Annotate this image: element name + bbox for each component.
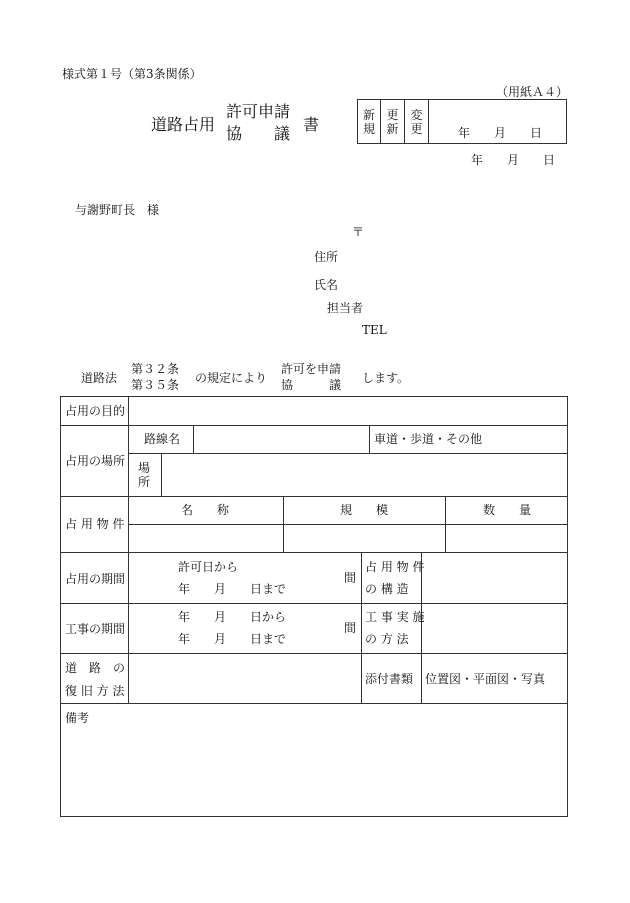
statement-law: 道路法 [81,371,118,385]
occupancy-period-label: 占用の期間 [65,572,126,586]
occupancy-from: 許可日から [178,560,239,574]
title-suffix: 書 [303,115,320,134]
construction-period-label: 工事の期間 [65,622,126,636]
type-change-line1: 変 [410,108,423,122]
address-label: 住所 [314,250,339,264]
col-scale-header: 規 模 [340,503,389,517]
purpose-field[interactable] [129,397,567,425]
structure-field[interactable] [422,553,567,603]
title-option-permit: 許可申請 [226,102,291,121]
structure-label-line1: 占 用 物 件 [365,560,425,574]
restoration-field[interactable] [129,654,361,703]
col-quantity-header: 数 量 [483,503,532,517]
divider [428,99,429,144]
type-box-date[interactable]: 年 月 日 [458,126,543,140]
method-field[interactable] [422,604,567,653]
object-label: 占 用 物 件 [65,517,125,531]
attachments-value: 位置図・平面図・写真 [425,672,546,686]
object-quantity-field[interactable] [446,525,567,552]
type-renew-line1: 更 [386,108,399,122]
route-name-field[interactable] [194,426,369,453]
name-label: 氏名 [314,278,339,292]
method-label-line1: 工 事 実 施 [365,610,425,624]
statement-option-permit: 許可を申請 [281,362,342,376]
construction-until[interactable]: 年 月 日まで [178,632,287,646]
addressee: 与謝野町長 様 [75,203,160,217]
type-change-line2: 更 [410,122,423,136]
postal-mark: 〒 [352,225,365,239]
location-label: 占用の場所 [65,454,126,468]
restoration-label-line2: 復 旧 方 法 [65,684,125,698]
col-divider [369,425,370,453]
row-divider [60,703,568,704]
col-name-header: 名 称 [181,503,230,517]
form-number: 様式第１号（第3条関係） [62,67,202,81]
type-renew-line2: 新 [386,122,399,136]
col-divider [361,552,362,703]
type-new-line2: 規 [362,122,375,136]
occupancy-between: 間 [344,571,357,585]
statement-middle: の規定により [195,371,268,385]
structure-label-line2: の 構 造 [365,582,409,596]
construction-from[interactable]: 年 月 日から [178,610,287,624]
type-new-line1: 新 [362,108,375,122]
statement-article-35: 第３５条 [131,378,180,392]
row-divider [60,496,568,497]
type-change[interactable] [405,108,428,136]
contact-person-label: 担当者 [327,301,364,315]
attachments-label: 添付書類 [365,672,414,686]
type-new[interactable] [358,108,380,136]
occupancy-until[interactable]: 年 月 日まで [178,582,287,596]
submission-date[interactable]: 年 月 日 [471,153,556,167]
place-field[interactable] [162,454,567,496]
type-renew[interactable] [381,108,404,136]
statement-option-consult: 協 議 [281,378,342,392]
place-label-line2: 所 [137,475,150,489]
statement-ending: します。 [362,371,410,385]
remarks-label: 備考 [65,711,90,725]
road-type-options[interactable]: 車道・歩道・その他 [374,432,483,446]
paper-size: （用紙Ａ４） [496,85,569,99]
place-label [134,461,154,489]
restoration-label-line1: 道 路 の [65,661,126,675]
place-label-line1: 場 [137,461,150,475]
remarks-field[interactable] [61,728,567,816]
object-name-field[interactable] [129,525,283,552]
object-scale-field[interactable] [284,525,445,552]
tel-label: TEL [362,323,387,337]
title-option-consult: 協 議 [226,124,291,143]
title-prefix: 道路占用 [151,115,216,134]
purpose-label: 占用の目的 [65,404,126,418]
method-label-line2: の 方 法 [365,632,409,646]
route-name-label: 路線名 [144,432,181,446]
construction-between: 間 [344,621,357,635]
statement-article-32: 第３２条 [131,362,180,376]
